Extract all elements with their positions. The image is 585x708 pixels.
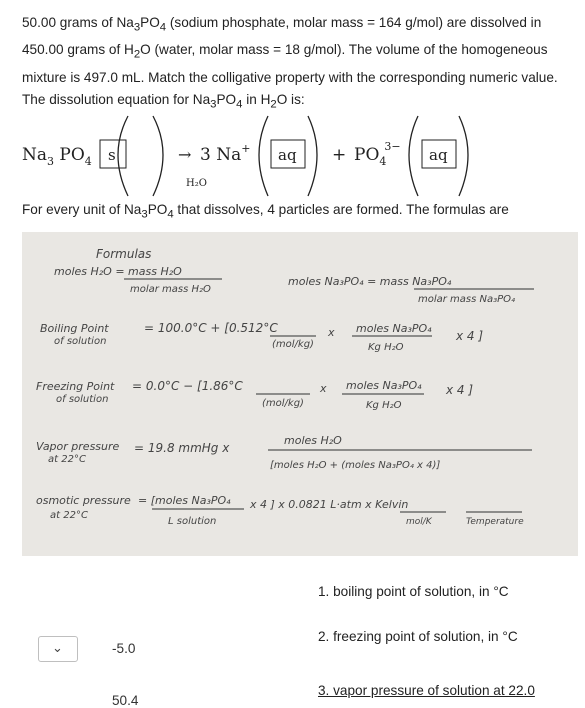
- state-aq-2: aq: [429, 146, 448, 164]
- state-solid: s: [108, 146, 116, 164]
- answer-value-2: 50.4: [112, 693, 139, 708]
- svg-text:molar mass H₂O: molar mass H₂O: [130, 284, 211, 295]
- svg-text:x: x: [320, 382, 327, 395]
- svg-text:(mol/kg): (mol/kg): [272, 339, 314, 350]
- svg-text:= 0.0°C − [1.86°C: = 0.0°C − [1.86°C: [132, 379, 243, 393]
- particles-statement: For every unit of $Na_3PO_4$ that dissolves, 4 particles are formed. The formulas are: [22, 202, 509, 221]
- svg-text:Kg H₂O: Kg H₂O: [366, 400, 402, 411]
- svg-text:= 19.8 mmHg x: = 19.8 mmHg x: [134, 441, 230, 455]
- svg-text:x 4 ] x 0.0821 L·atm x Kelvin: x 4 ] x 0.0821 L·atm x Kelvin: [250, 498, 409, 511]
- svg-text:moles Na₃PO₄ = mass Na₃PO₄: moles Na₃PO₄ = mass Na₃PO₄: [288, 275, 452, 288]
- problem-statement: 50.00 grams of $Na_3PO_4$ (sodium phosphate, molar mass = 164 g/mol) are dissolved in 450.00 grams of $H_2O$ (water, molar mass = 18 g/mol). The volume of the homogeneous mixture is 497.0 mL. Match the colligative property with the corresponding numeric value. The dissolution equation for $Na_3PO_4$ in $H_2O$ is:: [22, 15, 558, 111]
- svg-text:at 22°C: at 22°C: [50, 510, 88, 521]
- svg-text:(mol/kg): (mol/kg): [262, 398, 304, 409]
- chevron-down-icon: ⌄: [52, 640, 63, 655]
- svg-text:+: +: [332, 145, 347, 165]
- svg-text:L solution: L solution: [168, 516, 217, 527]
- svg-text:[moles H₂O + (moles Na₃PO₄ x 4: [moles H₂O + (moles Na₃PO₄ x 4)]: [270, 460, 441, 471]
- svg-text:x 4 ]: x 4 ]: [446, 383, 474, 397]
- svg-text:x 4 ]: x 4 ]: [456, 329, 484, 343]
- property-boiling-point: 1. boiling point of solution, in °C: [318, 584, 509, 599]
- property-vapor-pressure: 3. vapor pressure of solution at 22.0: [318, 683, 535, 698]
- handwritten-formulas-image: [22, 232, 578, 556]
- svg-text:3 Na+: 3 Na+: [200, 142, 251, 165]
- svg-text:Formulas: Formulas: [96, 247, 152, 261]
- svg-text:Na3 PO4: $Na_3$ $PO_4$: [22, 145, 92, 168]
- svg-text:of solution: of solution: [56, 394, 109, 405]
- svg-text:of solution: of solution: [54, 336, 107, 347]
- answer-select-1[interactable]: [38, 636, 78, 662]
- reaction-arrow: →: [178, 145, 192, 164]
- answer-value-1: -5.0: [112, 641, 136, 656]
- svg-text:molar mass Na₃PO₄: molar mass Na₃PO₄: [418, 294, 516, 305]
- svg-text:PO43−: $PO_43-$: [354, 140, 401, 168]
- property-freezing-point: 2. freezing point of solution, in °C: [318, 629, 518, 644]
- svg-text:moles H₂O: moles H₂O: [284, 434, 342, 447]
- svg-text:mol/K: mol/K: [406, 517, 432, 527]
- svg-text:osmotic pressure: osmotic pressure: [36, 494, 131, 507]
- svg-text:Kg H₂O: Kg H₂O: [368, 342, 404, 353]
- svg-text:at 22°C: at 22°C: [48, 454, 86, 465]
- svg-text:Freezing Point: Freezing Point: [36, 380, 115, 393]
- dissolution-equation: [0, 112, 585, 204]
- svg-text:= [moles Na₃PO₄: = [moles Na₃PO₄: [138, 494, 231, 507]
- svg-text:= 100.0°C + [0.512°C: = 100.0°C + [0.512°C: [144, 321, 278, 335]
- svg-text:moles Na₃PO₄: moles Na₃PO₄: [356, 322, 432, 335]
- svg-text:Vapor pressure: Vapor pressure: [36, 440, 120, 453]
- state-aq-1: aq: [278, 146, 297, 164]
- svg-text:moles Na₃PO₄: moles Na₃PO₄: [346, 379, 422, 392]
- svg-text:Temperature: Temperature: [466, 517, 524, 527]
- svg-text:moles H₂O = mass H₂O: moles H₂O = mass H₂O: [54, 265, 182, 278]
- arrow-condition: H₂O: [186, 178, 207, 189]
- svg-text:Boiling Point: Boiling Point: [40, 322, 109, 335]
- svg-text:x: x: [328, 326, 335, 339]
